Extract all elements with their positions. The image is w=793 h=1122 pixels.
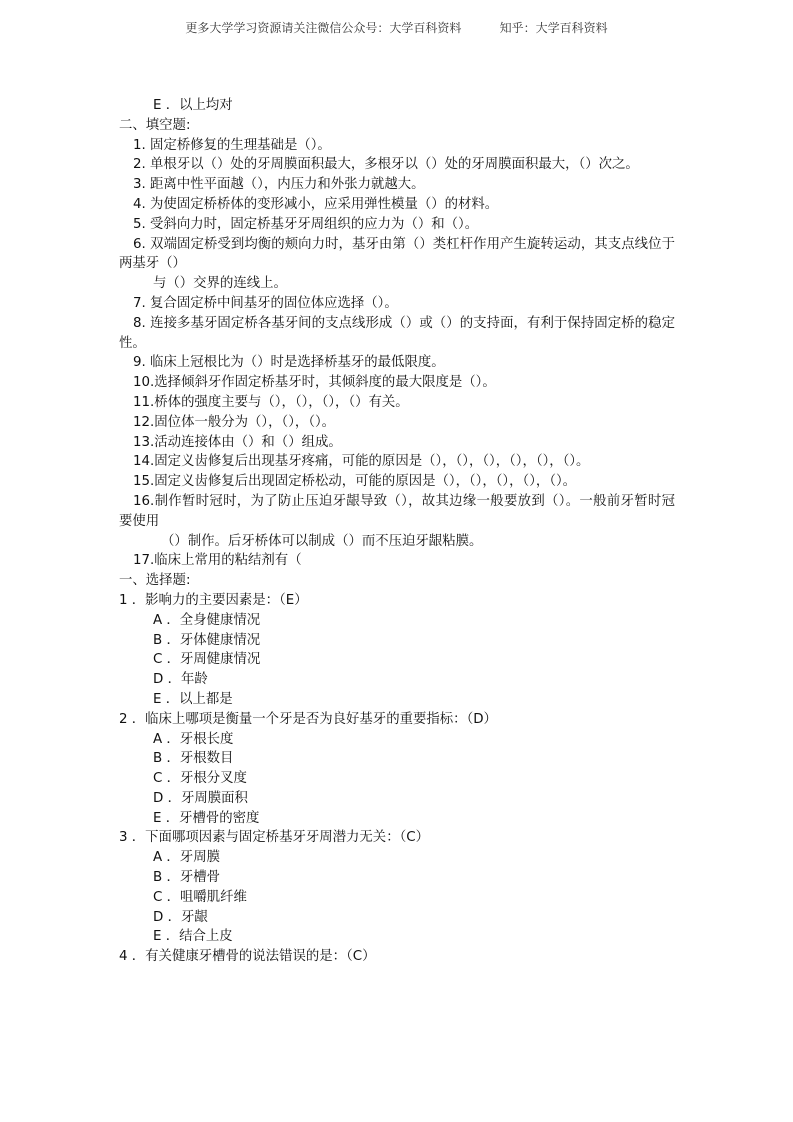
- fill-question-1: 1. 固定桥修复的生理基础是（）。: [133, 137, 331, 153]
- fill-question-16-continued: （）制作。后牙桥体可以制成（）而不压迫牙龈粘膜。: [161, 533, 483, 549]
- fill-question-3: 3. 距离中性平面越（），内压力和外张力就越大。: [133, 177, 425, 193]
- choice-option: E ．以上都是: [153, 691, 233, 707]
- fill-question-15: 15.固定义齿修复后出现固定桥松动，可能的原因是（），（），（），（），（）。: [133, 474, 577, 490]
- fill-question-6: 6. 双端固定桥受到均衡的颊向力时，基牙由第（）类杠杆作用产生旋转运动，其支点线位于两基牙（）: [119, 236, 675, 272]
- choice-option: A ．牙根长度: [153, 731, 234, 747]
- fill-question-16: 16.制作暂时冠时，为了防止压迫牙龈导致（），故其边缘一般要放到（）。一般前牙暂时冠要使用: [119, 493, 675, 529]
- choice-option: B ．牙体健康情况: [153, 632, 261, 648]
- choice-question-2: 2 ．临床上哪项是衡量一个牙是否为良好基牙的重要指标：（D）: [119, 711, 497, 727]
- fill-question-2: 2. 单根牙以（）处的牙周膜面积最大，多根牙以（）处的牙周膜面积最大，（）次之。: [133, 157, 639, 173]
- page-header: 更多大学学习资源请关注微信公众号：大学百科资料 知乎：大学百科资料: [185, 21, 608, 35]
- fill-question-14: 14.固定义齿修复后出现基牙疼痛，可能的原因是（），（），（），（），（），（）。: [133, 454, 590, 470]
- fill-question-8: 8. 连接多基牙固定桥各基牙间的支点线形成（）或（）的支持面，有利于保持固定桥的稳定性。: [119, 315, 675, 351]
- choice-option: D ．年龄: [153, 672, 208, 688]
- fill-question-10: 10.选择倾斜牙作固定桥基牙时，其倾斜度的最大限度是（）。: [133, 375, 496, 391]
- choice-option: C ．牙周健康情况: [153, 652, 261, 668]
- fill-question-11: 11.桥体的强度主要与（），（），（），（）有关。: [133, 394, 409, 410]
- fill-question-4: 4. 为使固定桥桥体的变形减小，应采用弹性模量（）的材料。: [133, 196, 499, 212]
- choice-question-1: 1 ．影响力的主要因素是：（E）: [119, 592, 308, 608]
- section-fill-in-blank: 二、填空题:: [119, 117, 191, 133]
- fill-question-5: 5. 受斜向力时，固定桥基牙牙周组织的应力为（）和（）。: [133, 216, 479, 232]
- fill-question-17: 17.临床上常用的粘结剂有（: [133, 553, 302, 569]
- option-e-top: E ．以上均对: [153, 98, 233, 113]
- document-body: [119, 96, 675, 967]
- choice-option: E ．牙槽骨的密度: [153, 810, 260, 826]
- fill-question-13: 13.活动连接体由（）和（）组成。: [133, 434, 342, 450]
- choice-option: E ．结合上皮: [153, 929, 233, 945]
- choice-question-3: 3 ．下面哪项因素与固定桥基牙牙周潜力无关：（C）: [119, 830, 430, 846]
- choice-option: A ．全身健康情况: [153, 612, 261, 628]
- choice-option: B ．牙槽骨: [153, 870, 221, 886]
- section-multiple-choice: 一、选择题:: [119, 573, 191, 589]
- choice-option: D ．牙周膜面积: [153, 790, 248, 806]
- choice-option: B ．牙根数目: [153, 751, 234, 767]
- fill-question-9: 9. 临床上冠根比为（）时是选择桥基牙的最低限度。: [133, 355, 445, 371]
- fill-question-7: 7. 复合固定桥中间基牙的固位体应选择（）。: [133, 295, 398, 311]
- choice-option: C ．咀嚼肌纤维: [153, 889, 247, 905]
- choice-option: A ．牙周膜: [153, 850, 220, 866]
- choice-question-4: 4 ．有关健康牙槽骨的说法错误的是：（C）: [119, 949, 376, 965]
- fill-question-6-continued: 与（）交界的连线上。: [153, 276, 287, 292]
- choice-option: C ．牙根分叉度: [153, 771, 247, 787]
- fill-question-12: 12.固位体一般分为（），（），（）。: [133, 414, 336, 430]
- choice-option: D ．牙龈: [153, 909, 208, 925]
